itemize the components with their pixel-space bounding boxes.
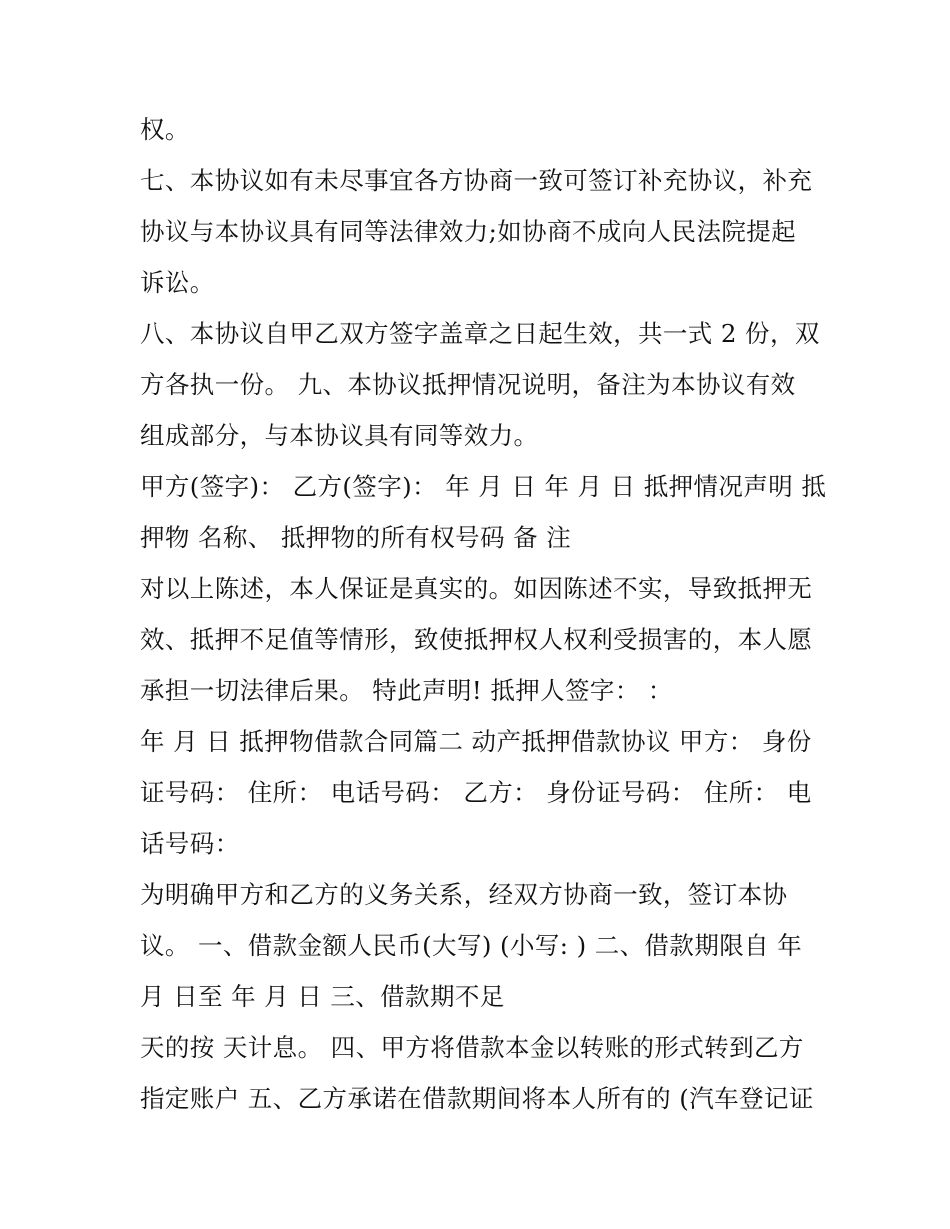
text-line: 天的按 天计息。 四、甲方将借款本金以转账的形式转到乙方	[140, 1033, 804, 1062]
document-body	[140, 104, 830, 1124]
text-line: 方各执一份。 九、本协议抵押情况说明，备注为本协议有效	[140, 370, 796, 399]
text-line: 承担一切法律后果。 特此声明! 抵押人签字： ：	[140, 676, 673, 705]
text-line: 为明确甲方和乙方的义务关系，经双方协商一致，签订本协	[140, 880, 788, 909]
text-line: 话号码：	[140, 829, 240, 858]
text-line: 月 日至 年 月 日 三、借款期不足	[140, 982, 505, 1011]
text-line: 七、本协议如有未尽事宜各方协商一致可签订补充协议，补充	[140, 166, 813, 195]
text-line: 年 月 日 抵押物借款合同篇二 动产抵押借款协议 甲方： 身份	[140, 727, 812, 756]
text-line: 对以上陈述，本人保证是真实的。如因陈述不实，导致抵押无	[140, 574, 813, 603]
text-line: 诉讼。	[140, 268, 215, 297]
text-line: 效、抵押不足值等情形，致使抵押权人权利受损害的，本人愿	[140, 625, 813, 654]
text-line: 指定账户 五、乙方承诺在借款期间将本人所有的 (汽车登记证	[140, 1084, 814, 1113]
text-line: 甲方(签字)： 乙方(签字)： 年 月 日 年 月 日 抵押情况声明 抵	[140, 472, 827, 501]
text-line: 议。 一、借款金额人民币(大写) (小写: ) 二、借款期限自 年	[140, 931, 803, 960]
text-line: 证号码： 住所： 电话号码： 乙方： 身份证号码： 住所： 电	[140, 778, 812, 807]
text-line: 权。	[140, 115, 190, 144]
text-line: 组成部分，与本协议具有同等效力。	[140, 421, 539, 450]
text-line: 押物 名称、 抵押物的所有权号码 备 注	[140, 523, 572, 552]
text-line: 协议与本协议具有同等法律效力;如协商不成向人民法院提起	[140, 217, 797, 246]
text-line: 八、本协议自甲乙双方签字盖章之日起生效，共一式 2 份，双	[140, 319, 820, 348]
